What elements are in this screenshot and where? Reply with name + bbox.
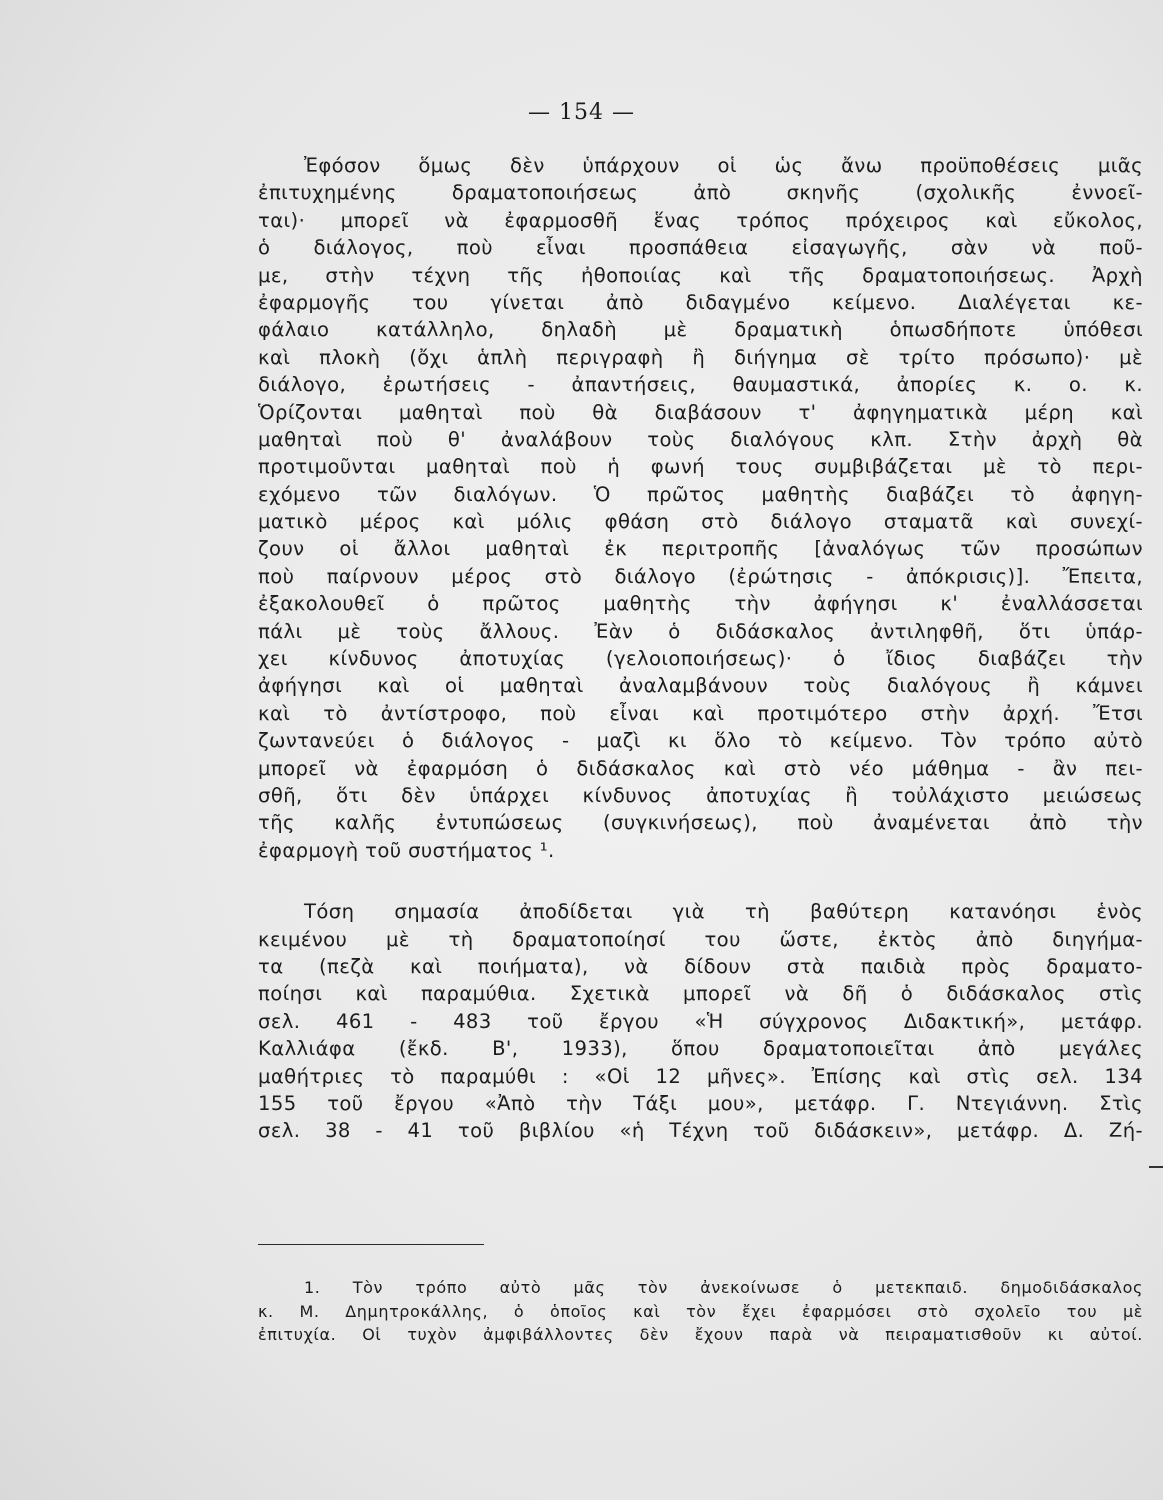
text-line: τα (πεζὰ καὶ ποιήματα), νὰ δίδουν στὰ παιδιὰ πρὸς δραματο- bbox=[258, 954, 1143, 978]
footnote bbox=[258, 1276, 1143, 1347]
text-line: Καλλιάφα (ἔκδ. Β', 1933), ὅπου δραματοποιεῖται ἀπὸ μεγάλες bbox=[258, 1037, 1143, 1061]
text-line: μαθήτριες τὸ παραμύθι : «Οἱ 12 μῆνες». Ἐπίσης καὶ στὶς σελ. 134 bbox=[258, 1064, 1143, 1088]
text-line: Ἐφόσον ὅμως δὲν ὑπάρχουν οἱ ὡς ἄνω προϋποθέσεις μιᾶς bbox=[304, 154, 1143, 177]
text-line: προτιμοῦνται μαθηταὶ ποὺ ἡ φωνή τους συμβιβάζεται μὲ τὸ περι- bbox=[258, 455, 1143, 479]
text-line: καὶ πλοκὴ (ὄχι ἁπλὴ περιγραφὴ ἢ διήγημα σὲ τρίτο πρόσωπο)· μὲ bbox=[258, 345, 1143, 369]
text-line: εχόμενο τῶν διαλόγων. Ὁ πρῶτος μαθητὴς διαβάζει τὸ ἀφηγη- bbox=[258, 482, 1143, 506]
footnote-line: ἐπιτυχία. Οἱ τυχὸν ἀμφιβάλλοντες δὲν ἔχουν παρὰ νὰ πειραματισθοῦν κι αὐτοί. bbox=[258, 1325, 1143, 1344]
text-line: ἐξακολουθεῖ ὁ πρῶτος μαθητὴς τὴν ἀφήγησι κ' ἐναλλάσσεται bbox=[258, 592, 1143, 616]
text-line: ἀφήγησι καὶ οἱ μαθηταὶ ἀναλαμβάνουν τοὺς διαλόγους ἢ κάμνει bbox=[258, 674, 1143, 698]
footnote-rule bbox=[258, 1244, 484, 1245]
text-line: διάλογο, ἐρωτήσεις - ἀπαντήσεις, θαυμαστικά, ἀπορίες κ. ο. κ. bbox=[258, 373, 1143, 397]
margin-mark bbox=[1149, 1166, 1163, 1168]
footnote-line: 1. Τὸν τρόπο αὐτὸ μᾶς τὸν ἀνεκοίνωσε ὁ μετεκπαιδ. δημοδιδάσκαλος bbox=[304, 1278, 1143, 1297]
paragraph-1 bbox=[258, 152, 1143, 864]
page-number: — 154 — bbox=[528, 100, 635, 125]
text-line: ποίησι καὶ παραμύθια. Σχετικὰ μπορεῖ νὰ δῆ ὁ διδάσκαλος στὶς bbox=[258, 982, 1143, 1006]
text-line: 155 τοῦ ἔργου «Ἀπὸ τὴν Τάξι μου», μετάφρ. Γ. Ντεγιάννη. Στὶς bbox=[258, 1091, 1143, 1115]
text-line: καὶ τὸ ἀντίστροφο, ποὺ εἶναι καὶ προτιμότερο στὴν ἀρχή. Ἔτσι bbox=[258, 701, 1143, 725]
paragraph-2 bbox=[258, 898, 1143, 1145]
text-line: ται)· μπορεῖ νὰ ἐφαρμοσθῆ ἕνας τρόπος πρόχειρος καὶ εὔκολος, bbox=[258, 208, 1143, 232]
text-line: ματικὸ μέρος καὶ μόλις φθάση στὸ διάλογο σταματᾶ καὶ συνεχί- bbox=[258, 510, 1143, 534]
text-line: φάλαιο κατάλληλο, δηλαδὴ μὲ δραματικὴ ὁπωσδήποτε ὑπόθεσι bbox=[258, 318, 1143, 342]
text-line: ζουν οἱ ἄλλοι μαθηταὶ ἐκ περιτροπῆς [ἀναλόγως τῶν προσώπων bbox=[258, 537, 1143, 561]
text-line: ὁ διάλογος, ποὺ εἶναι προσπάθεια εἰσαγωγῆς, σὰν νὰ ποῦ- bbox=[258, 236, 1143, 260]
text-line: ἐπιτυχημένης δραματοποιήσεως ἀπὸ σκηνῆς (σχολικῆς ἐννοεῖ- bbox=[258, 181, 1143, 205]
text-line: πάλι μὲ τοὺς ἄλλους. Ἐὰν ὁ διδάσκαλος ἀντιληφθῆ, ὅτι ὑπάρ- bbox=[258, 619, 1143, 643]
text-line: με, στὴν τέχνη τῆς ἠθοποιίας καὶ τῆς δραματοποιήσεως. Ἀρχὴ bbox=[258, 263, 1143, 287]
text-line: σελ. 461 - 483 τοῦ ἔργου «Ἡ σύγχρονος Διδακτική», μετάφρ. bbox=[258, 1009, 1143, 1033]
text-line: ποὺ παίρνουν μέρος στὸ διάλογο (ἐρώτησις - ἀπόκρισις)]. Ἔπειτα, bbox=[258, 564, 1143, 588]
text-line: τῆς καλῆς ἐντυπώσεως (συγκινήσεως), ποὺ ἀναμένεται ἀπὸ τὴν bbox=[258, 811, 1143, 835]
text-line: σθῆ, ὅτι δὲν ὑπάρχει κίνδυνος ἀποτυχίας ἢ τοὐλάχιστο μειώσεως bbox=[258, 783, 1143, 807]
footnote-line: κ. Μ. Δημητροκάλλης, ὁ ὁποῖος καὶ τὸν ἔχει ἐφαρμόσει στὸ σχολεῖο του μὲ bbox=[258, 1301, 1143, 1321]
text-line: μαθηταὶ ποὺ θ' ἀναλάβουν τοὺς διαλόγους κλπ. Στὴν ἀρχὴ θὰ bbox=[258, 427, 1143, 451]
text-line: Τόση σημασία ἀποδίδεται γιὰ τὴ βαθύτερη κατανόησι ἑνὸς bbox=[304, 900, 1143, 924]
body-text bbox=[258, 152, 1143, 1145]
text-line: κειμένου μὲ τὴ δραματοποίησί του ὥστε, ἐκτὸς ἀπὸ διηγήμα- bbox=[258, 927, 1143, 951]
text-line: σελ. 38 - 41 τοῦ βιβλίου «ἡ Τέχνη τοῦ διδάσκειν», μετάφρ. Δ. Ζή- bbox=[258, 1119, 1143, 1143]
text-line: ἐφαρμογῆς του γίνεται ἀπὸ διδαγμένο κείμενο. Διαλέγεται κε- bbox=[258, 290, 1143, 314]
text-line: μπορεῖ νὰ ἐφαρμόση ὁ διδάσκαλος καὶ στὸ νέο μάθημα - ἂν πει- bbox=[258, 756, 1143, 780]
text-line: Ὁρίζονται μαθηταὶ ποὺ θὰ διαβάσουν τ' ἀφηγηματικὰ μέρη καὶ bbox=[258, 400, 1143, 424]
text-line: ζωντανεύει ὁ διάλογος - μαζὶ κι ὅλο τὸ κείμενο. Τὸν τρόπο αὐτὸ bbox=[258, 729, 1143, 753]
text-line: ἐφαρμογὴ τοῦ συστήματος ¹. bbox=[258, 838, 555, 862]
paragraph-spacer bbox=[258, 864, 1143, 898]
text-line: χει κίνδυνος ἀποτυχίας (γελοιοποιήσεως)· ὁ ἴδιος διαβάζει τὴν bbox=[258, 647, 1143, 671]
